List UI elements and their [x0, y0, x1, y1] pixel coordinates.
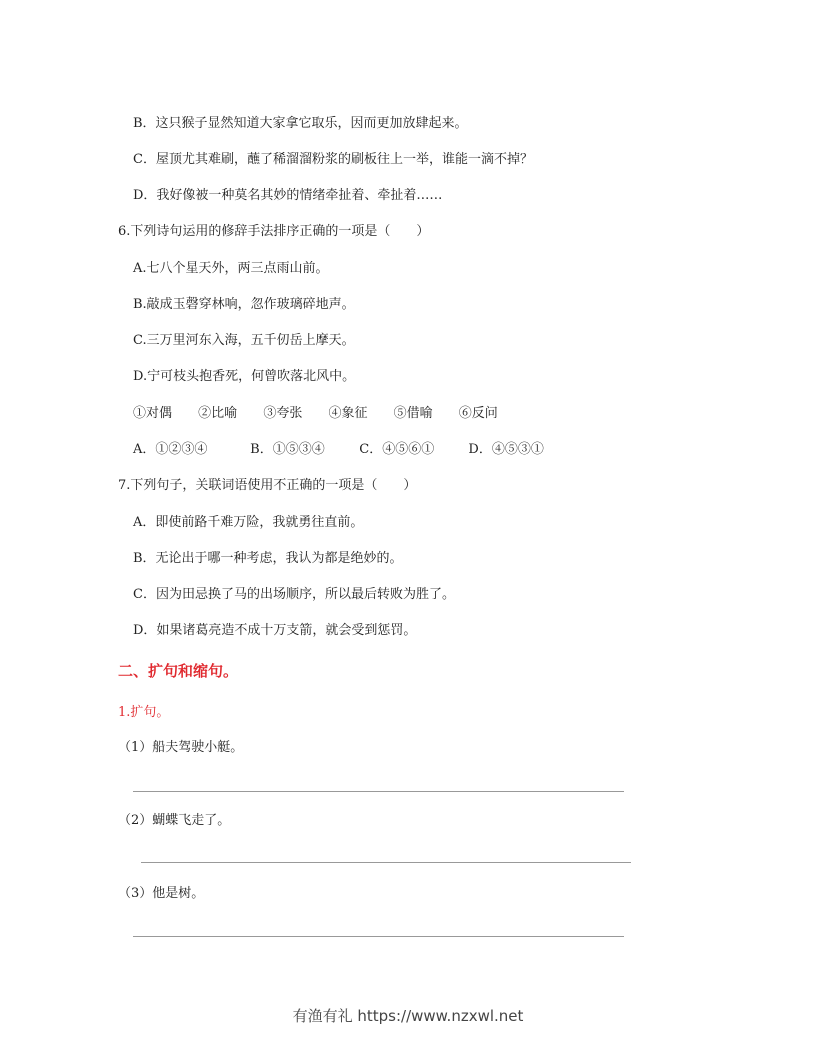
q6-option-a: A.七八个星天外，两三点雨山前。: [133, 261, 329, 276]
q7-option-a: A．即使前路千难万险，我就勇往直前。: [133, 515, 364, 530]
q5-option-c: C．屋顶尤其难刷，蘸了稀溜溜粉浆的刷板往上一举，谁能一滴不掉？: [133, 152, 533, 167]
figure-item: ②比喻: [198, 406, 238, 421]
subsection-title: 1.扩句。: [118, 705, 170, 720]
choice-c: C．④⑤⑥①: [359, 442, 435, 457]
q7-option-d: D．如果诸葛亮造不成十万支箭，就会受到惩罚。: [133, 623, 417, 638]
expand-item-3: （3）他是树。: [118, 886, 205, 901]
figure-item: ③夸张: [263, 406, 303, 421]
q6-figure-list: [133, 405, 520, 423]
footer-watermark: 有渔有礼 https://www.nzxwl.net: [292, 1007, 524, 1025]
figure-item: ⑥反问: [458, 406, 498, 421]
q5-option-d: D．我好像被一种莫名其妙的情绪牵扯着、牵扯着……: [133, 188, 443, 203]
q7-option-b: B．无论出于哪一种考虑，我认为都是绝妙的。: [133, 551, 403, 566]
q7-option-c: C．因为田忌换了马的出场顺序，所以最后转败为胜了。: [133, 587, 455, 602]
expand-item-1: （1）船夫驾驶小艇。: [118, 740, 244, 755]
figure-item: ④象征: [328, 406, 368, 421]
q6-option-d: D.宁可枝头抱香死，何曾吹落北风中。: [133, 369, 356, 384]
q6-choices: [133, 441, 544, 459]
section-title: 二、扩句和缩句。: [118, 662, 239, 680]
figure-item: ⑤借喻: [393, 406, 433, 421]
choice-a: A．①②③④: [133, 442, 208, 457]
expand-item-2: （2）蝴蝶飞走了。: [118, 813, 231, 828]
answer-line-3[interactable]: [133, 936, 624, 937]
q6-option-c: C.三万里河东入海，五千仞岳上摩天。: [133, 333, 355, 348]
choice-d: D．④⑤③①: [468, 442, 544, 457]
q6-stem: 6.下列诗句运用的修辞手法排序正确的一项是（ ）: [118, 224, 430, 239]
answer-line-1[interactable]: [133, 791, 624, 792]
choice-b: B．①⑤③④: [250, 442, 325, 457]
figure-item: ①对偶: [133, 406, 173, 421]
q6-option-b: B.敲成玉磬穿林响，忽作玻璃碎地声。: [133, 297, 355, 312]
q5-option-b: B．这只猴子显然知道大家拿它取乐，因而更加放肆起来。: [133, 116, 468, 131]
answer-line-2[interactable]: [141, 862, 631, 863]
q7-stem: 7.下列句子，关联词语使用不正确的一项是（ ）: [118, 478, 417, 493]
